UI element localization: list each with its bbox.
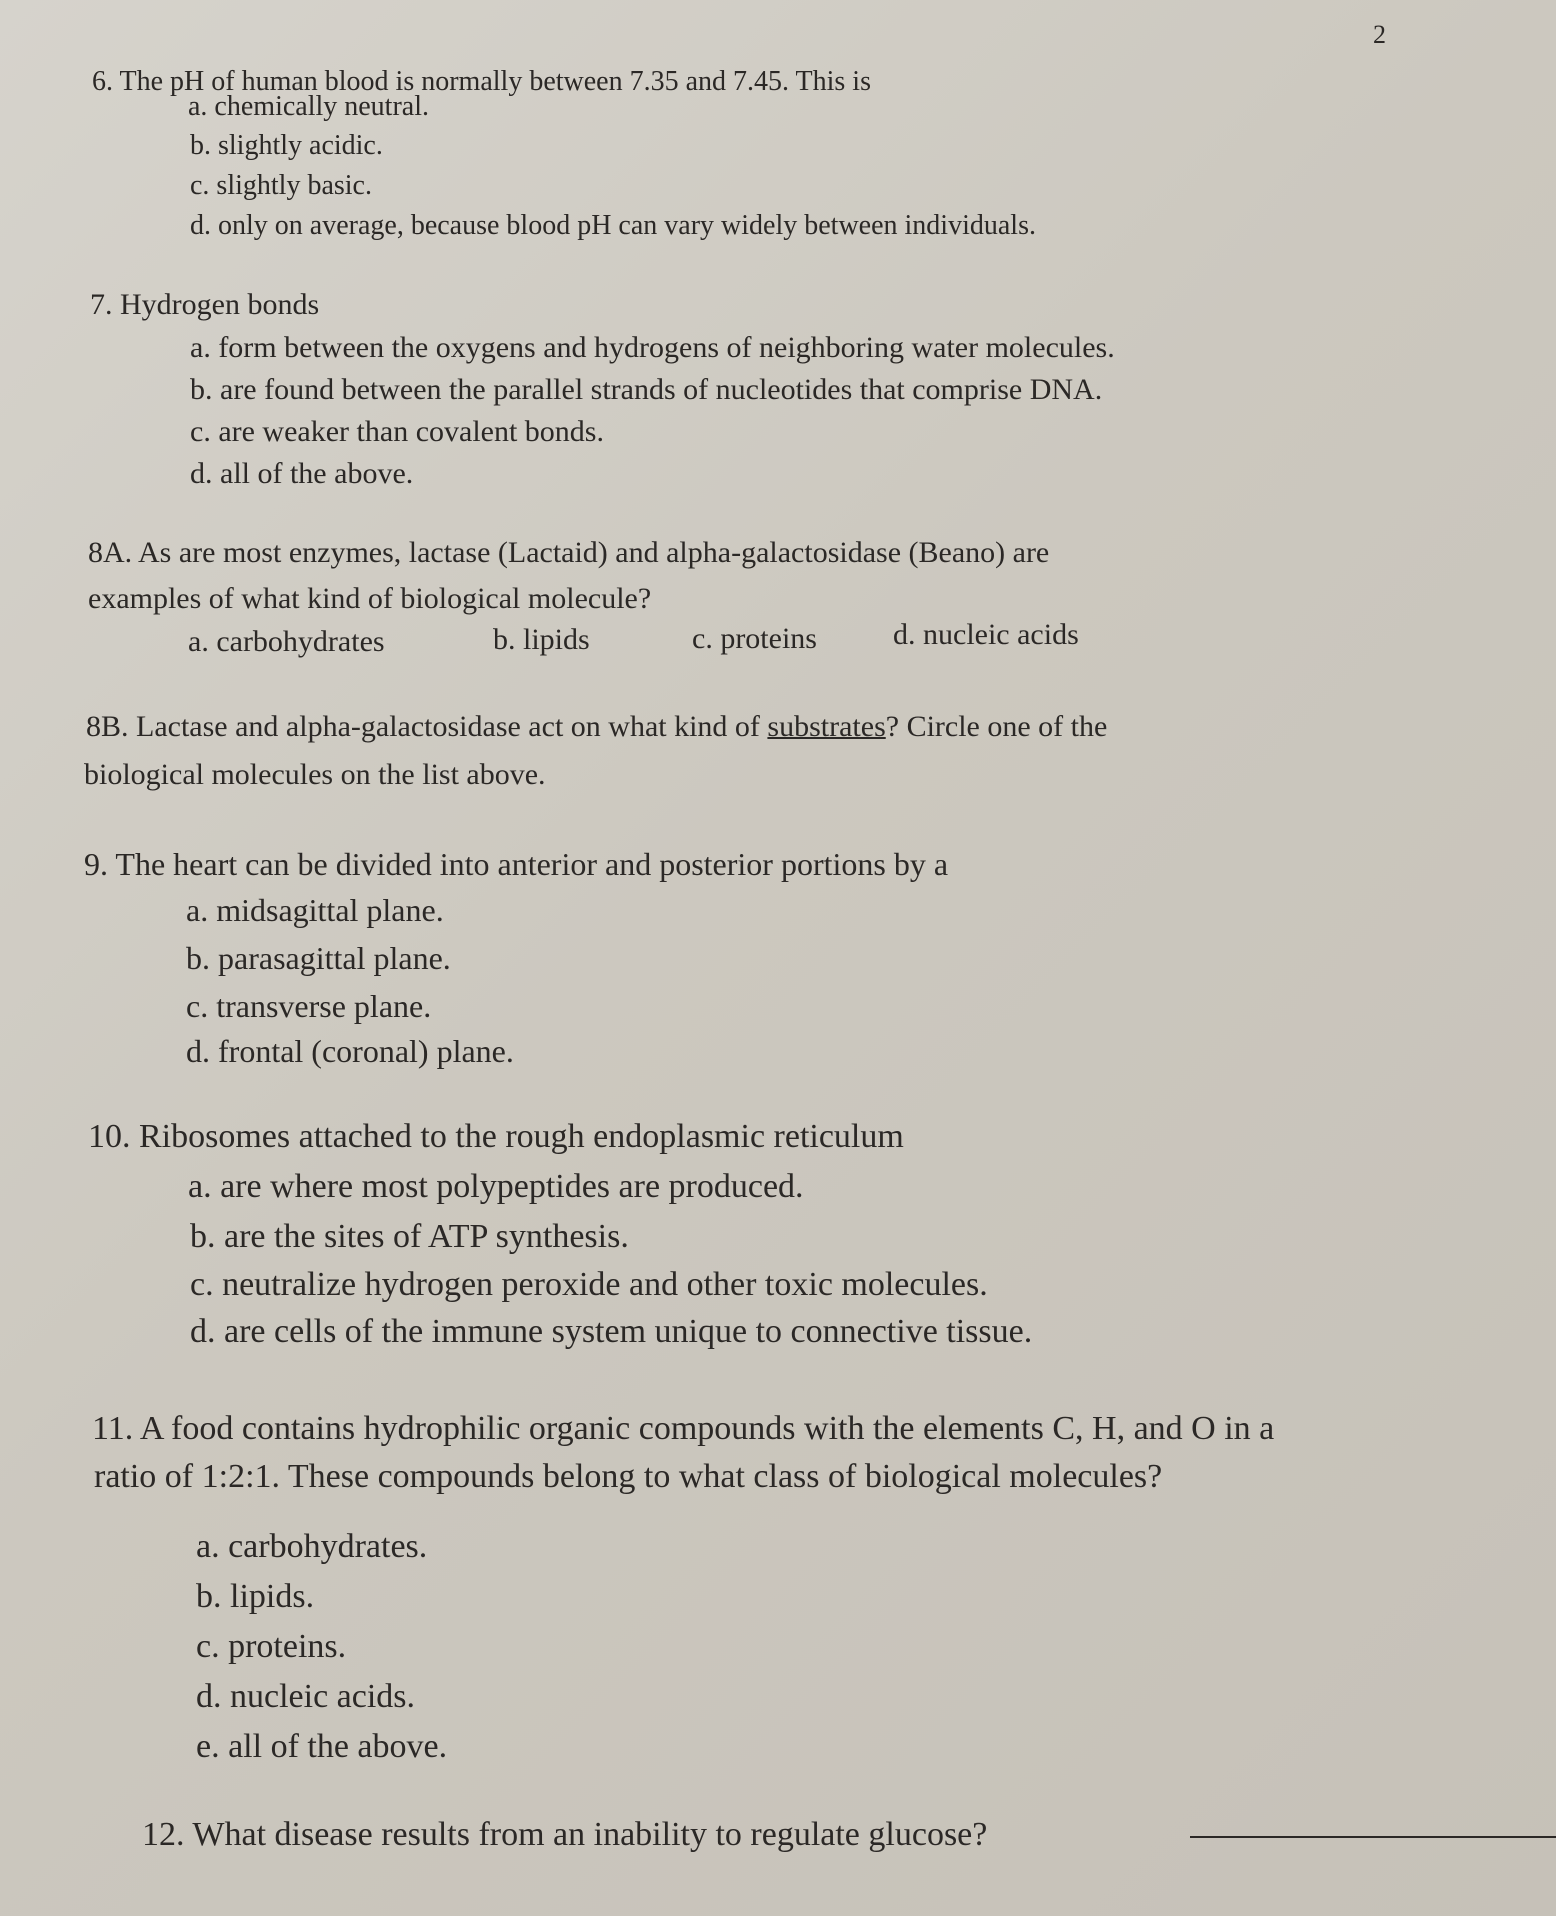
question-10-option-a[interactable]: a. are where most polypeptides are produced.: [188, 1168, 804, 1205]
question-8b-stem-underlined: substrates: [767, 710, 886, 743]
question-7-option-a[interactable]: a. form between the oxygens and hydrogens of neighboring water molecules.: [190, 331, 1115, 364]
question-7-option-c[interactable]: c. are weaker than covalent bonds.: [190, 415, 604, 448]
question-6-option-a[interactable]: a. chemically neutral.: [188, 91, 429, 122]
question-9-option-b[interactable]: b. parasagittal plane.: [186, 940, 451, 976]
question-10-option-c[interactable]: c. neutralize hydrogen peroxide and other toxic molecules.: [190, 1266, 988, 1303]
question-8a-stem-line-1: 8A. As are most enzymes, lactase (Lactaid) and alpha-galactosidase (Beano) are: [88, 536, 1050, 569]
question-8a-option-c[interactable]: c. proteins: [692, 622, 817, 655]
question-10-option-b[interactable]: b. are the sites of ATP synthesis.: [190, 1218, 629, 1255]
question-7-option-b[interactable]: b. are found between the parallel strands of nucleotides that comprise DNA.: [190, 373, 1103, 406]
question-8b-stem-suffix: ? Circle one of the: [885, 710, 1108, 743]
question-8a-option-b[interactable]: b. lipids: [493, 623, 590, 656]
question-8b-stem-prefix: 8B. Lactase and alpha-galactosidase act on what kind of: [86, 710, 768, 743]
question-6-stem: 6. The pH of human blood is normally between 7.35 and 7.45. This is: [92, 66, 871, 97]
question-9-stem: 9. The heart can be divided into anterior and posterior portions by a: [84, 846, 949, 882]
question-8b-stem-line-1: [86, 712, 1107, 742]
question-10-stem: 10. Ribosomes attached to the rough endoplasmic reticulum: [88, 1118, 904, 1155]
page-number: 2: [1373, 20, 1386, 49]
question-6-option-b[interactable]: b. slightly acidic.: [190, 130, 383, 161]
question-6-option-c[interactable]: c. slightly basic.: [190, 170, 372, 201]
question-11-option-d[interactable]: d. nucleic acids.: [196, 1678, 416, 1715]
question-6-option-d[interactable]: d. only on average, because blood pH can vary widely between individuals.: [190, 210, 1036, 241]
question-11-stem-line-2: ratio of 1:2:1. These compounds belong to what class of biological molecules?: [94, 1458, 1163, 1495]
question-11-stem-line-1: 11. A food contains hydrophilic organic compounds with the elements C, H, and O in a: [92, 1410, 1275, 1447]
question-8a-stem-line-2: examples of what kind of biological molecule?: [88, 582, 652, 615]
question-8a-option-a[interactable]: a. carbohydrates: [188, 625, 385, 658]
question-8a-option-d[interactable]: d. nucleic acids: [893, 618, 1079, 651]
question-12-answer-blank[interactable]: [1190, 1836, 1556, 1838]
question-7-stem: 7. Hydrogen bonds: [90, 288, 320, 321]
question-9-option-c[interactable]: c. transverse plane.: [186, 988, 432, 1024]
question-11-option-b[interactable]: b. lipids.: [196, 1578, 315, 1615]
question-8b-stem-line-2: biological molecules on the list above.: [84, 758, 546, 791]
question-7-option-d[interactable]: d. all of the above.: [190, 457, 414, 490]
question-12-stem: 12. What disease results from an inability to regulate glucose?: [142, 1816, 988, 1853]
question-11-option-a[interactable]: a. carbohydrates.: [196, 1528, 428, 1565]
question-10-option-d[interactable]: d. are cells of the immune system unique to connective tissue.: [190, 1313, 1033, 1350]
question-9-option-a[interactable]: a. midsagittal plane.: [186, 892, 444, 928]
question-11-option-c[interactable]: c. proteins.: [196, 1628, 347, 1665]
question-9-option-d[interactable]: d. frontal (coronal) plane.: [186, 1033, 514, 1069]
question-11-option-e[interactable]: e. all of the above.: [196, 1728, 448, 1765]
